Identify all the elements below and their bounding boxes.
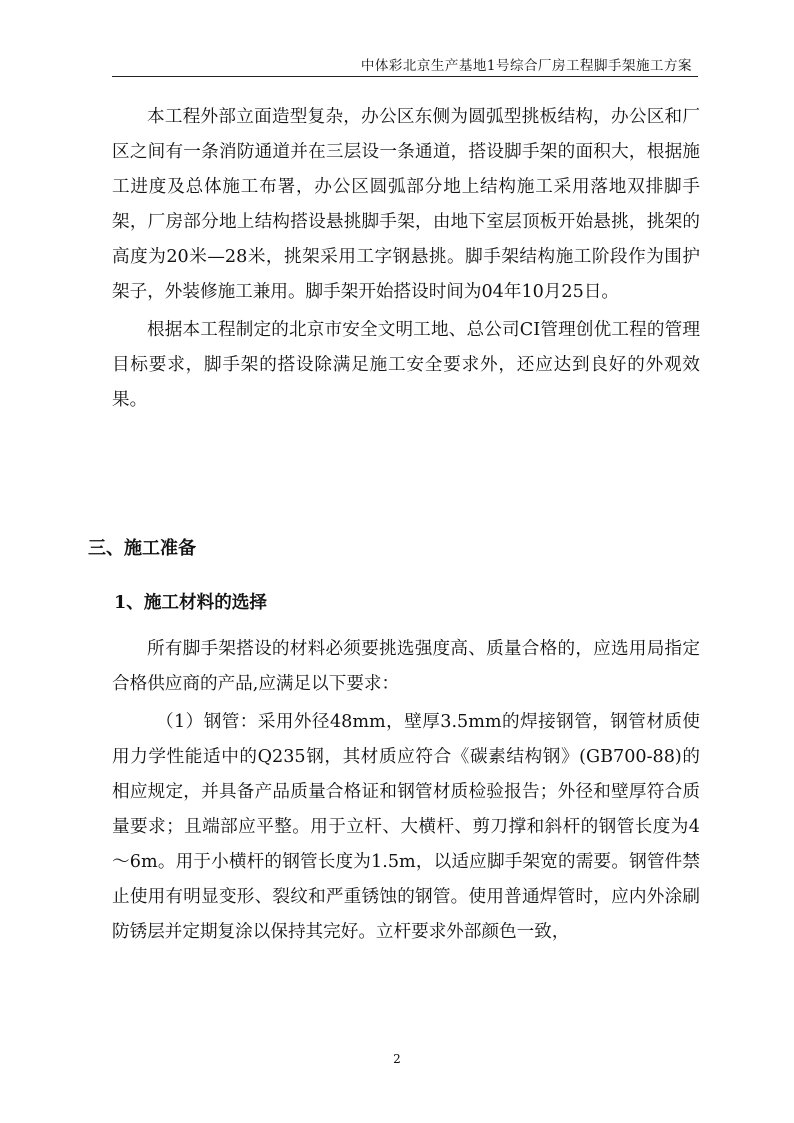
paragraph-overview: 本工程外部立面造型复杂，办公区东侧为圆弧型挑板结构，办公区和厂区之间有一条消防通道并在三层设一条通道，搭设脚手架的面积大，根据施工进度及总体施工布署，办公区圆弧部分地上结构施工采用落地双排脚手架，厂房部分地上结构搭设悬挑脚手架，由地下室层顶板开始悬挑，挑架的高度为20米—28米，挑架采用工字钢悬挑。脚手架结构施工阶段作为围护架子，外装修施工兼用。脚手架开始搭设时间为04年10月25日。: [112, 107, 700, 302]
paragraph-goals: 根据本工程制定的北京市安全文明工地、总公司CI管理创优工程的管理目标要求，脚手架的搭设除满足施工安全要求外，还应达到良好的外观效果。: [112, 320, 700, 410]
body-top: [112, 100, 700, 418]
body-bottom: [112, 632, 700, 950]
section-heading: 三、施工准备: [88, 538, 196, 559]
subsection-heading: 1、施工材料的选择: [114, 592, 267, 613]
page-header: [112, 50, 698, 77]
paragraph-steel-pipe: （1）钢管：采用外径48mm，壁厚3.5mm的焊接钢管，钢管材质使用力学性能适中的Q235钢，其材质应符合《碳素结构钢》(GB700-88)的相应规定，并具备产品质量合格证和钢管材质检验报告；外径和壁厚符合质量要求；且端部应平整。用于立杆、大横杆、剪刀撑和斜杆的钢管长度为4～6m。用于小横杆的钢管长度为1.5m，以适应脚手架宽的需要。钢管件禁止使用有明显变形、裂纹和严重锈蚀的钢管。使用普通焊管时，应内外涂刷防锈层并定期复涂以保持其完好。立杆要求外部颜色一致，: [112, 712, 700, 942]
header-title: 中体彩北京生产基地1号综合厂房工程脚手架施工方案: [360, 58, 692, 74]
page-number: 2: [393, 1052, 401, 1066]
paragraph-materials-intro: 所有脚手架搭设的材料必须要挑选强度高、质量合格的，应选用局指定合格供应商的产品,应满足以下要求：: [112, 639, 700, 694]
